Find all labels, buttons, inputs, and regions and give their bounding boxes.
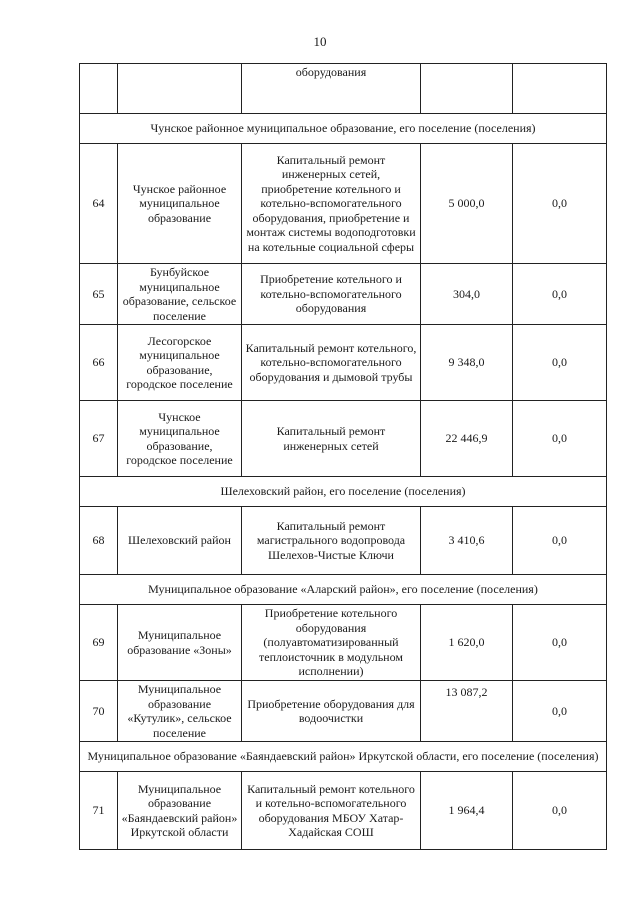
municipality-cell: Муниципальное образование «Кутулик», сельское поселение	[118, 681, 242, 742]
page-number: 10	[313, 34, 327, 49]
section-title: Муниципальное образование «Баяндаевский район» Иркутской области, его поселение (поселения)	[80, 742, 607, 772]
second-amount-cell: 0,0	[513, 401, 607, 477]
row-number-cell: 69	[80, 605, 118, 681]
second-amount-cell: 0,0	[513, 325, 607, 401]
second-amount-cell: 0,0	[513, 507, 607, 575]
municipality-cell: Чунское районное муниципальное образование	[118, 144, 242, 264]
table-row	[80, 605, 607, 681]
purpose-cell: Капитальный ремонт магистрального водопровода Шелехов-Чистые Ключи	[242, 507, 421, 575]
table-row	[80, 772, 607, 850]
table-row	[80, 401, 607, 477]
purpose-cell: Приобретение котельного оборудования (полуавтоматизированный теплоисточник в модульном исполнении)	[242, 605, 421, 681]
amount-cell: 13 087,2	[421, 681, 513, 742]
table-row	[80, 681, 607, 742]
amount-cell: 3 410,6	[421, 507, 513, 575]
second-amount-cell	[513, 64, 607, 114]
municipality-cell: Муниципальное образование «Зоны»	[118, 605, 242, 681]
row-number-cell: 70	[80, 681, 118, 742]
row-number-cell: 66	[80, 325, 118, 401]
second-amount-cell: 0,0	[513, 605, 607, 681]
second-amount-cell: 0,0	[513, 772, 607, 850]
municipality-cell	[118, 64, 242, 114]
section-header-row	[80, 742, 607, 772]
row-number-cell: 64	[80, 144, 118, 264]
table-row-continuation	[80, 64, 607, 114]
purpose-cell: оборудования	[242, 64, 421, 114]
purpose-cell: Приобретение оборудования для водоочистки	[242, 681, 421, 742]
second-amount-cell: 0,0	[513, 264, 607, 325]
table-row	[80, 507, 607, 575]
table-row	[80, 264, 607, 325]
section-header-row	[80, 114, 607, 144]
municipality-cell: Лесогорское муниципальное образование, городское поселение	[118, 325, 242, 401]
amount-cell: 22 446,9	[421, 401, 513, 477]
table-row	[80, 325, 607, 401]
purpose-cell: Капитальный ремонт котельного и котельно-вспомогательного оборудования МБОУ Хатар-Хадайская СОШ	[242, 772, 421, 850]
amount-cell: 9 348,0	[421, 325, 513, 401]
purpose-cell: Капитальный ремонт котельного, котельно-вспомогательного оборудования и дымовой трубы	[242, 325, 421, 401]
purpose-cell: Капитальный ремонт инженерных сетей, приобретение котельного и котельно-вспомогательного оборудования, приобретение и монтаж системы водоподготовки на котельные социальной сферы	[242, 144, 421, 264]
row-number-cell: 71	[80, 772, 118, 850]
section-title: Муниципальное образование «Аларский район», его поселение (поселения)	[80, 575, 607, 605]
section-header-row	[80, 575, 607, 605]
row-number-cell: 67	[80, 401, 118, 477]
amount-cell: 1 620,0	[421, 605, 513, 681]
row-number-cell: 68	[80, 507, 118, 575]
purpose-cell: Приобретение котельного и котельно-вспомогательного оборудования	[242, 264, 421, 325]
municipality-cell: Шелеховский район	[118, 507, 242, 575]
municipality-cell: Муниципальное образование «Баяндаевский район» Иркутской области	[118, 772, 242, 850]
section-header-row	[80, 477, 607, 507]
second-amount-cell: 0,0	[513, 681, 607, 742]
amount-cell: 5 000,0	[421, 144, 513, 264]
municipality-cell: Чунское муниципальное образование, городское поселение	[118, 401, 242, 477]
table-row	[80, 144, 607, 264]
row-number-cell	[80, 64, 118, 114]
amount-cell: 1 964,4	[421, 772, 513, 850]
second-amount-cell: 0,0	[513, 144, 607, 264]
amount-cell	[421, 64, 513, 114]
purpose-cell: Капитальный ремонт инженерных сетей	[242, 401, 421, 477]
amount-cell: 304,0	[421, 264, 513, 325]
section-title: Шелеховский район, его поселение (поселения)	[80, 477, 607, 507]
funding-table	[79, 63, 607, 850]
row-number-cell: 65	[80, 264, 118, 325]
municipality-cell: Бунбуйское муниципальное образование, сельское поселение	[118, 264, 242, 325]
section-title: Чунское районное муниципальное образование, его поселение (поселения)	[80, 114, 607, 144]
